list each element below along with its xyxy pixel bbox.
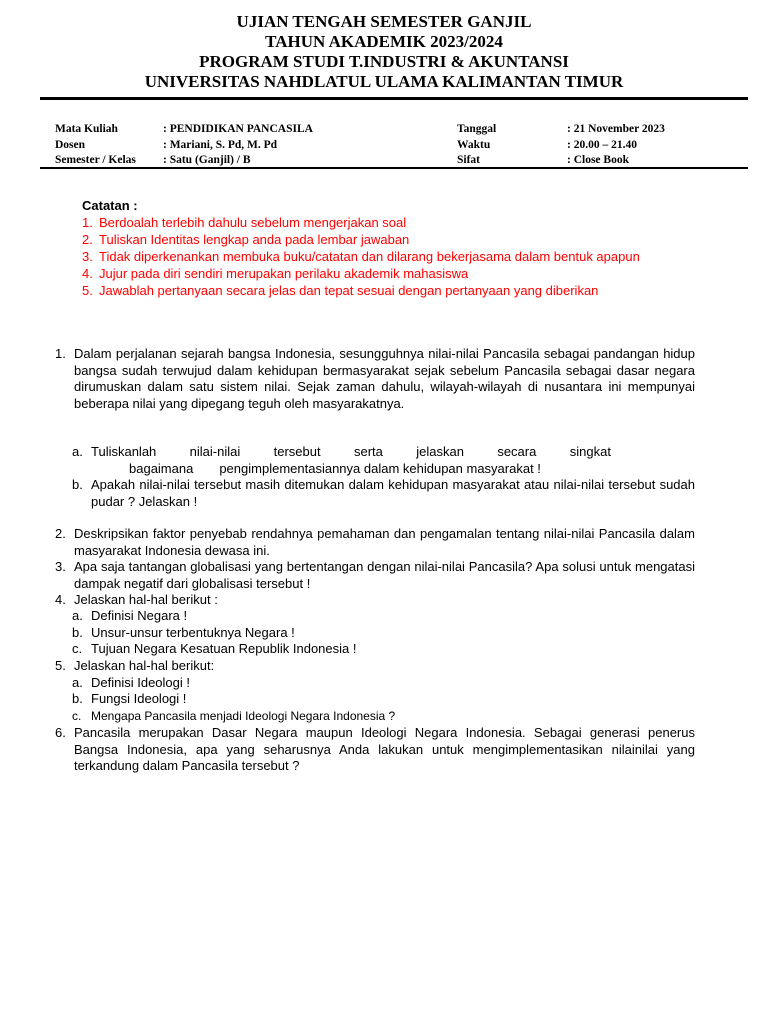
question-4b: b. Unsur-unsur terbentuknya Negara ! (72, 625, 295, 640)
sub-question-letter: b. (72, 477, 83, 492)
exam-info-table (55, 122, 745, 169)
header-divider (40, 97, 748, 100)
question-5b: b. Fungsi Ideologi ! (72, 691, 187, 706)
question-1 (55, 346, 695, 412)
question-number: 6. (55, 725, 66, 740)
university-name: UNIVERSITAS NAHDLATUL ULAMA KALIMANTAN TIMUR (144, 72, 624, 91)
notes-section (82, 197, 640, 299)
note-item: 5. Jawablah pertanyaan secara jelas dan tepat sesuai dengan pertanyaan yang diberikan (82, 283, 599, 298)
info-label: Dosen (55, 138, 86, 151)
note-item: 2. Tuliskan Identitas lengkap anda pada lembar jawaban (82, 232, 410, 247)
question-text: Deskripsikan faktor penyebab rendahnya pemahaman dan pengamalan tentang nilai-nilai Pancasila dalam masyarakat Indonesia dewasa ini. (74, 526, 695, 558)
question-text: Jelaskan hal-hal berikut : (74, 592, 218, 607)
note-item: 4. Jujur pada diri sendiri merupakan perilaku akademik mahasiswa (82, 266, 469, 281)
notes-list (82, 214, 640, 299)
sub-question-line: Tuliskanlah nilai-nilai tersebut serta jelaskan secara singkat (91, 444, 611, 459)
question-number: 1. (55, 346, 66, 361)
question-number: 3. (55, 559, 66, 574)
sub-question-letter: a. (72, 444, 83, 459)
question-2 (55, 526, 695, 559)
question-5a: a. Definisi Ideologi ! (72, 675, 190, 690)
info-value: : 21 November 2023 (567, 123, 665, 135)
question-5 (55, 658, 695, 675)
question-number: 4. (55, 592, 66, 607)
note-item: 3. Tidak diperkenankan membuka buku/catatan dan dilarang bekerjasama dalam bentuk apapun (82, 249, 640, 264)
exam-header (0, 12, 768, 92)
question-3 (55, 559, 695, 592)
note-item: 1. Berdoalah terlebih dahulu sebelum mengerjakan soal (82, 215, 407, 230)
notes-title: Catatan : (82, 198, 138, 213)
question-4 (55, 592, 695, 609)
sub-question-line: bagaimana pengimplementasiannya dalam kehidupan masyarakat ! (129, 460, 541, 476)
question-1a (72, 444, 695, 477)
info-value: : Mariani, S. Pd, M. Pd (163, 138, 278, 151)
info-value: : Close Book (567, 154, 629, 166)
question-4a: a. Definisi Negara ! (72, 608, 188, 623)
question-number: 2. (55, 526, 66, 541)
sub-question-text: Apakah nilai-nilai tersebut masih ditemukan dalam kehidupan masyarakat atau nilai-nilai tersebut sudah pudar ? Jelaskan ! (91, 477, 695, 509)
exam-title: UJIAN TENGAH SEMESTER GANJIL (236, 12, 532, 31)
question-4c: c. Tujuan Negara Kesatuan Republik Indonesia ! (72, 641, 357, 656)
info-label: Semester / Kelas (55, 154, 136, 166)
question-5c: c. Mengapa Pancasila menjadi Ideologi Negara Indonesia ? (72, 709, 396, 723)
question-text: Pancasila merupakan Dasar Negara maupun Ideologi Negara Indonesia. Sebagai generasi penerus Bangsa Indonesia, apa yang seharusnya Anda lakukan untuk mengimplementasikan nilainilai yang terkandung dalam Pancasila tersebut ? (74, 725, 695, 773)
question-text: Dalam perjalanan sejarah bangsa Indonesia, sesungguhnya nilai-nilai Pancasila sebagai pandangan hidup bangsa sudah terwujud dalam kehidupan bermasyarakat sejak sebelum Pancasila sebagai dasar negara dirumuskan dalam satu sistem nilai. Sejak zaman dahulu, wilayah-wilayah di nusantara ini mempunyai beberapa nilai yang dipegang teguh oleh masyarakatnya. (74, 346, 695, 411)
question-number: 5. (55, 658, 66, 673)
info-value: : Satu (Ganjil) / B (163, 154, 251, 166)
info-label: Waktu (457, 138, 491, 151)
question-1b (72, 477, 695, 510)
academic-year: TAHUN AKADEMIK 2023/2024 (265, 32, 503, 51)
study-program: PROGRAM STUDI T.INDUSTRI & AKUNTANSI (199, 52, 569, 71)
question-text: Apa saja tantangan globalisasi yang bertentangan dengan nilai-nilai Pancasila? Apa solusi untuk mengatasi dampak negatif dari globalisasi tersebut ! (74, 559, 695, 591)
question-6 (55, 725, 695, 775)
info-label: Mata Kuliah (55, 123, 118, 135)
info-divider (40, 167, 748, 169)
info-value: : 20.00 – 21.40 (567, 138, 637, 151)
info-label: Tanggal (457, 123, 497, 135)
info-row (55, 122, 745, 138)
info-value: : PENDIDIKAN PANCASILA (163, 123, 313, 135)
info-row (55, 138, 745, 154)
question-text: Jelaskan hal-hal berikut: (74, 658, 215, 673)
info-label: Sifat (457, 154, 480, 166)
